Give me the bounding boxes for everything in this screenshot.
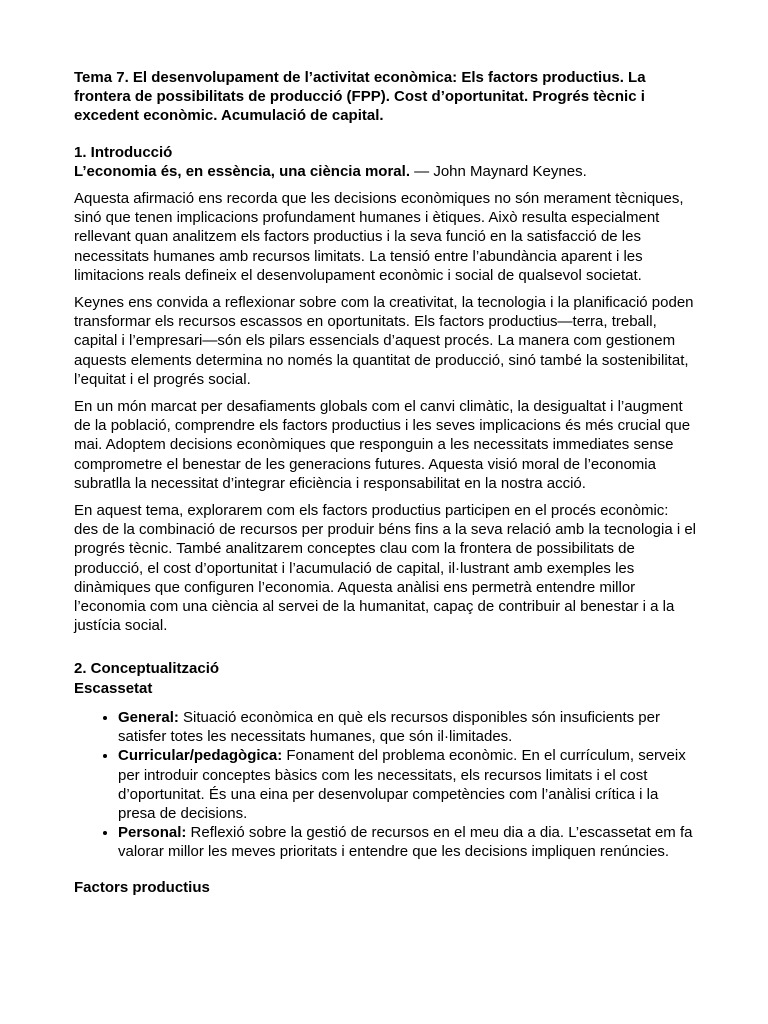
section-heading-conceptualization: 2. Conceptualització: [74, 660, 220, 678]
section-heading-introduction: 1. Introducció: [74, 143, 173, 161]
paragraph: En aquest tema, explorarem com els factors productius participen en el procés econòmic: des de la combinació de recursos per produir béns fins a la seva relació amb la tecnologia i el progrés tècnic. També analitzarem conceptes clau com la frontera de possibilitats de producció, el cost d’oportunitat i l’acumulació de capital, il·lustrant amb exemples les dinàmiques que configuren l’economia. Aquesta anàlisi ens permetrà entendre millor l’economia com una ciència al servei de la humanitat, capaç de contribuir al benestar i a la justícia social.: [74, 502, 697, 635]
quote-attribution: — John Maynard Keynes.: [409, 162, 587, 180]
subheading-productive-factors: Factors productius: [74, 878, 210, 896]
list-item: [118, 708, 696, 746]
keynes-quote: [74, 162, 696, 181]
list-item-label: Personal:: [118, 824, 187, 842]
document-title: Tema 7. El desenvolupament de l’activitat econòmica: Els factors productius. La frontera de possibilitats de producció (FPP). Cost d’oportunitat. Progrés tècnic i excedent econòmic. Acumulació de capital.: [74, 69, 646, 125]
list-item: [118, 746, 696, 823]
paragraph: Keynes ens convida a reflexionar sobre com la creativitat, la tecnologia i la planificació poden transformar els recursos escassos en oportunitats. Els factors productius—terra, treball, capital i l’empresari—són els pilars essencials d’aquest procés. La manera com gestionem aquests elements determina no només la quantitat de producció, sinó també la sostenibilitat, l’equitat i el progrés social.: [74, 294, 694, 388]
list-item-text: Fonament del problema econòmic. En el currículum, serveix per introduir conceptes bàsics com les necessitats, els recursos limitats i el cost d’oportunitat. És una eina per desenvolupar competències com l’anàlisi crítica i la presa de decisions.: [118, 747, 686, 822]
list-item: [118, 823, 696, 861]
list-item-label: Curricular/pedagògica:: [118, 747, 283, 765]
list-item-label: General:: [118, 708, 179, 726]
paragraph: En un món marcat per desafiaments globals com el canvi climàtic, la desigualtat i l’augment de la població, comprendre els factors productius i les seves implicacions és més crucial que mai. Adoptem decisions econòmiques que responguin a les necessitats immediates sense comprometre el benestar de les generacions futures. Aquesta visió moral de l’economia subratlla la necessitat d’integrar eficiència i responsabilitat en la nostra acció.: [74, 398, 691, 492]
list-item-text: Reflexió sobre la gestió de recursos en el meu dia a dia. L’escassetat em fa valorar millor les meves prioritats i entendre que les decisions impliquen renúncies.: [118, 824, 693, 861]
quote-text: L’economia és, en essència, una ciència moral.: [74, 162, 410, 180]
list-item-text: Situació econòmica en què els recursos disponibles són insuficients per satisfer totes les necessitats humanes, que són il·limitades.: [118, 708, 660, 746]
paragraph: Aquesta afirmació ens recorda que les decisions econòmiques no són merament tècniques, sinó que tenen implicacions profundament humanes i ètiques. Això resulta especialment rellevant quan analitzem els factors productius i la seva funció en la satisfacció de les necessitats humanes amb recursos limitats. La tensió entre l’abundància aparent i les limitacions reals defineix el desenvolupament econòmic i social de qualsevol societat.: [74, 190, 684, 284]
scarcity-definitions-list: [74, 708, 696, 862]
subheading-scarcity: Escassetat: [74, 679, 153, 697]
